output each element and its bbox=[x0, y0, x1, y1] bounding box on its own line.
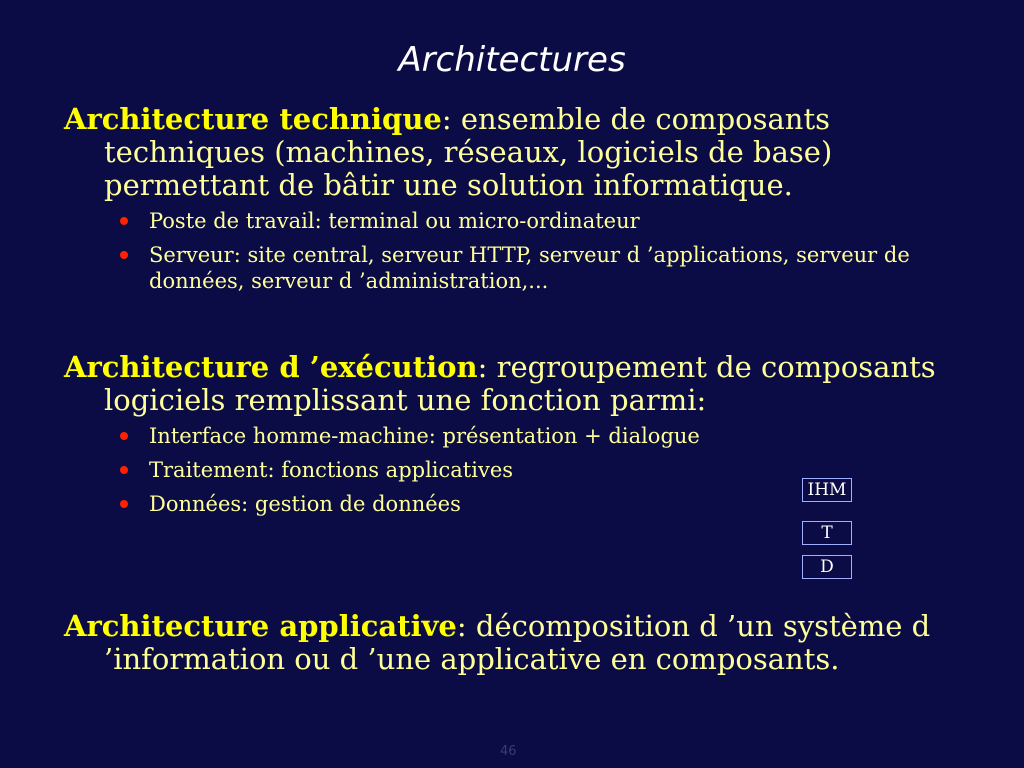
bullet-icon bbox=[120, 432, 128, 440]
list-item-text: Poste de travail: terminal ou micro-ordinateur bbox=[149, 209, 640, 233]
list-item-text: Traitement: fonctions applicatives bbox=[149, 458, 514, 482]
bullet-icon bbox=[120, 500, 128, 508]
section-paragraph bbox=[64, 351, 944, 417]
section-paragraph bbox=[64, 610, 944, 676]
bullet-icon bbox=[120, 251, 128, 259]
section-text: : décomposition d ’un système d ’information ou d ’une applicative en composants. bbox=[104, 609, 931, 676]
section-heading: Architecture technique bbox=[64, 102, 442, 136]
bullet-list bbox=[64, 423, 944, 517]
list-item bbox=[118, 242, 944, 294]
list-item-text: Serveur: site central, serveur HTTP, serveur d ’applications, serveur de données, serveur d ’administration,... bbox=[149, 243, 910, 293]
slide-title: Architectures bbox=[398, 40, 626, 80]
list-item-text: Données: gestion de données bbox=[149, 492, 461, 516]
section-paragraph bbox=[64, 103, 944, 202]
bullet-icon bbox=[120, 466, 128, 474]
layer-box-ihm: IHM bbox=[802, 478, 852, 502]
page-number: 46 bbox=[500, 744, 517, 759]
section-heading: Architecture applicative bbox=[64, 609, 457, 643]
bullet-list bbox=[64, 208, 944, 294]
list-item bbox=[118, 208, 944, 234]
layer-box-t: T bbox=[802, 521, 852, 545]
section-architecture-applicative bbox=[64, 610, 944, 676]
section-text: : regroupement de composants logiciels remplissant une fonction parmi: bbox=[104, 350, 936, 417]
list-item-text: Interface homme-machine: présentation + dialogue bbox=[149, 424, 700, 448]
list-item bbox=[118, 423, 944, 449]
layer-box-d: D bbox=[802, 555, 852, 579]
section-heading: Architecture d ’exécution bbox=[64, 350, 478, 384]
section-text: : ensemble de composants techniques (machines, réseaux, logiciels de base) permettant de bâtir une solution informatique. bbox=[104, 102, 833, 202]
section-architecture-technique bbox=[64, 103, 944, 302]
bullet-icon bbox=[120, 217, 128, 225]
